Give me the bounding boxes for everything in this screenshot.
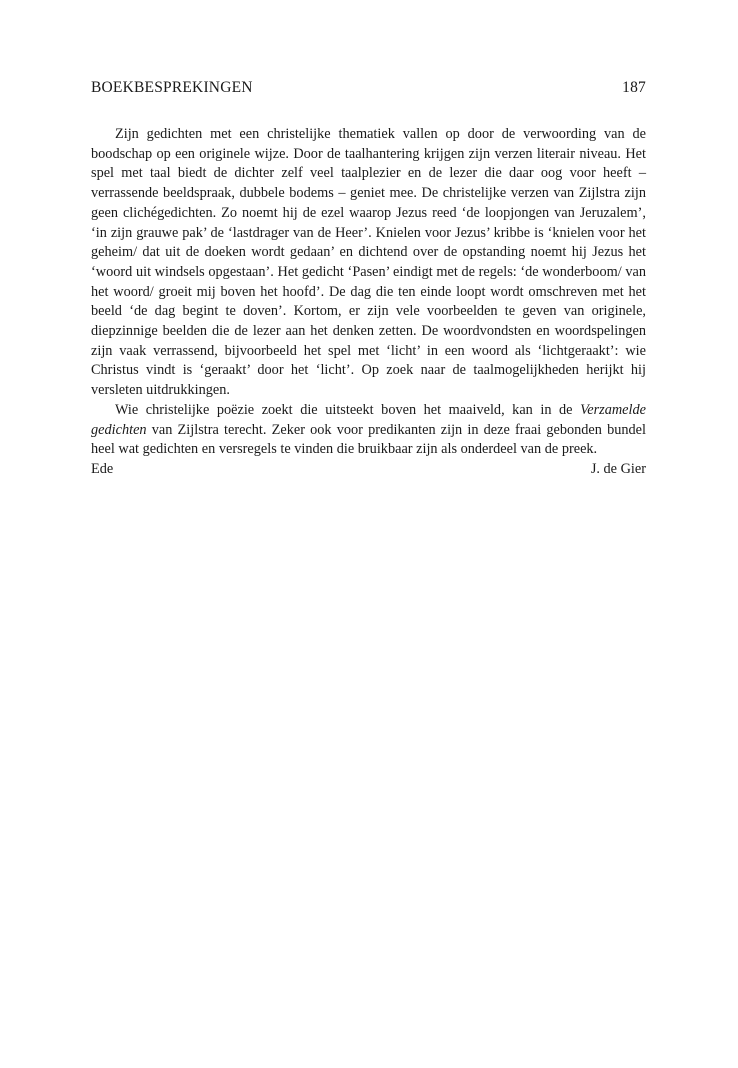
- book-title: Verzamelde gedichten: [91, 401, 646, 438]
- paragraph-2-lead: Wie christelijke poëzie zoekt die uitsteekt boven het maaiveld, kan in de: [115, 401, 581, 418]
- signature: [91, 460, 646, 480]
- signature-place: Ede: [91, 460, 114, 477]
- paragraph-1: Zijn gedichten met een christelijke thematiek vallen op door de verwoording van de boodschap op een originele wijze. Door de taalhantering krijgen zijn verzen literair niveau. Het spel met taal biedt de dichter zelf veel taalplezier en de lezer die daar oog voor heeft – verrassende beeldspraak, dubbele bodems – geniet mee. De christelijke verzen van Zijlstra zijn geen clichégedichten. Zo noemt hij de ezel waarop Jezus reed ‘de loopjongen van Jeruzalem’, ‘in zijn grauwe pak’ de ‘lastdrager van de Heer’. Knielen voor Jezus’ kribbe is ‘knielen voor het geheim/ dat uit de doeken wordt gedaan’ en dichtend over de opstanding noemt hij Jezus het ‘woord uit windsels opgestaan’. Het gedicht ‘Pasen’ eindigt met de regels: ‘de wonderboom/ van het woord/ groeit mij boven het hoofd’. De dag die ten einde loopt wordt omschreven met het beeld ‘de dag begint te doven’. Kortom, er zijn vele voorbeelden te geven van originele, diepzinnige beelden die de lezer aan het denken zetten. De woordvondsten en woordspelingen zijn vaak verrassend, bijvoorbeeld het spel met ‘licht’ in een woord als ‘lichtgeraakt’: wie Christus vindt is ‘geraakt’ door het ‘licht’. Op zoek naar de taalmogelijkheden herijkt hij versleten uitdrukkingen.: [91, 126, 646, 399]
- paragraph-2-rest: van Zijlstra terecht. Zeker ook voor predikanten zijn in deze fraai gebonden bundel heel wat gedichten en versregels te vinden die bruikbaar zijn als onderdeel van de preek.: [91, 421, 646, 458]
- paragraph-2: [91, 401, 646, 460]
- section-title: BOEKBESPREKINGEN: [91, 79, 253, 96]
- signature-author: J. de Gier: [590, 460, 646, 477]
- running-header: [91, 78, 646, 98]
- page-number: 187: [622, 79, 646, 96]
- page: [91, 78, 646, 480]
- review-body: [91, 125, 646, 460]
